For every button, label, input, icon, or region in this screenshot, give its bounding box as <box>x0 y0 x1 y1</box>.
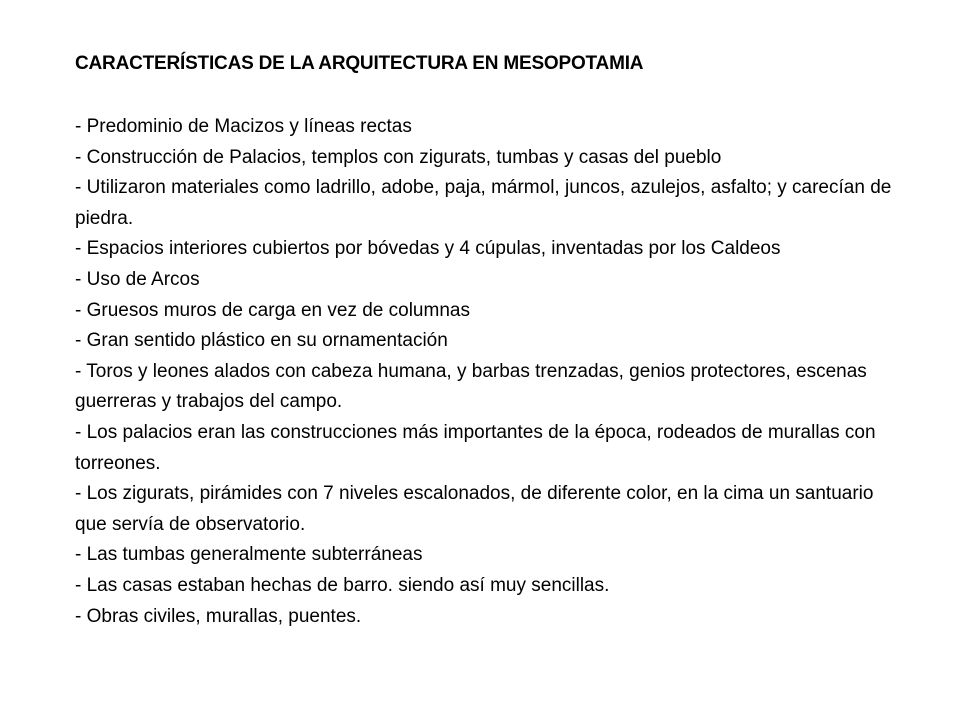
bullet-item: - Las casas estaban hechas de barro. siendo así muy sencillas. <box>75 574 610 596</box>
slide-content <box>75 48 905 632</box>
slide-title: CARACTERÍSTICAS DE LA ARQUITECTURA EN MESOPOTAMIA <box>75 53 644 74</box>
bullet-item: - Las tumbas generalmente subterráneas <box>75 544 423 566</box>
bullet-item: - Gruesos muros de carga en vez de columnas <box>75 299 470 321</box>
spacer <box>75 80 905 112</box>
bullet-item: - Utilizaron materiales como ladrillo, adobe, paja, mármol, juncos, azulejos, asfalto; y carecían de piedra. <box>75 177 892 229</box>
bullet-item: - Toros y leones alados con cabeza humana, y barbas trenzadas, genios protectores, escenas guerreras y trabajos del campo. <box>75 360 867 413</box>
bullet-item: - Los zigurats, pirámides con 7 niveles escalonados, de diferente color, en la cima un santuario que servía de observatorio. <box>75 483 874 535</box>
bullet-item: - Los palacios eran las construcciones más importantes de la época, rodeados de murallas con torreones. <box>75 421 876 474</box>
bullet-item: - Gran sentido plástico en su ornamentación <box>75 330 448 352</box>
bullet-item: - Predominio de Macizos y líneas rectas <box>75 116 412 137</box>
bullet-item: - Construcción de Palacios, templos con zigurats, tumbas y casas del pueblo <box>75 146 722 168</box>
bullet-item: - Espacios interiores cubiertos por bóvedas y 4 cúpulas, inventadas por los Caldeos <box>75 238 781 260</box>
bullet-list <box>75 112 905 632</box>
bullet-item: - Obras civiles, murallas, puentes. <box>75 605 362 627</box>
bullet-item: - Uso de Arcos <box>75 268 200 290</box>
